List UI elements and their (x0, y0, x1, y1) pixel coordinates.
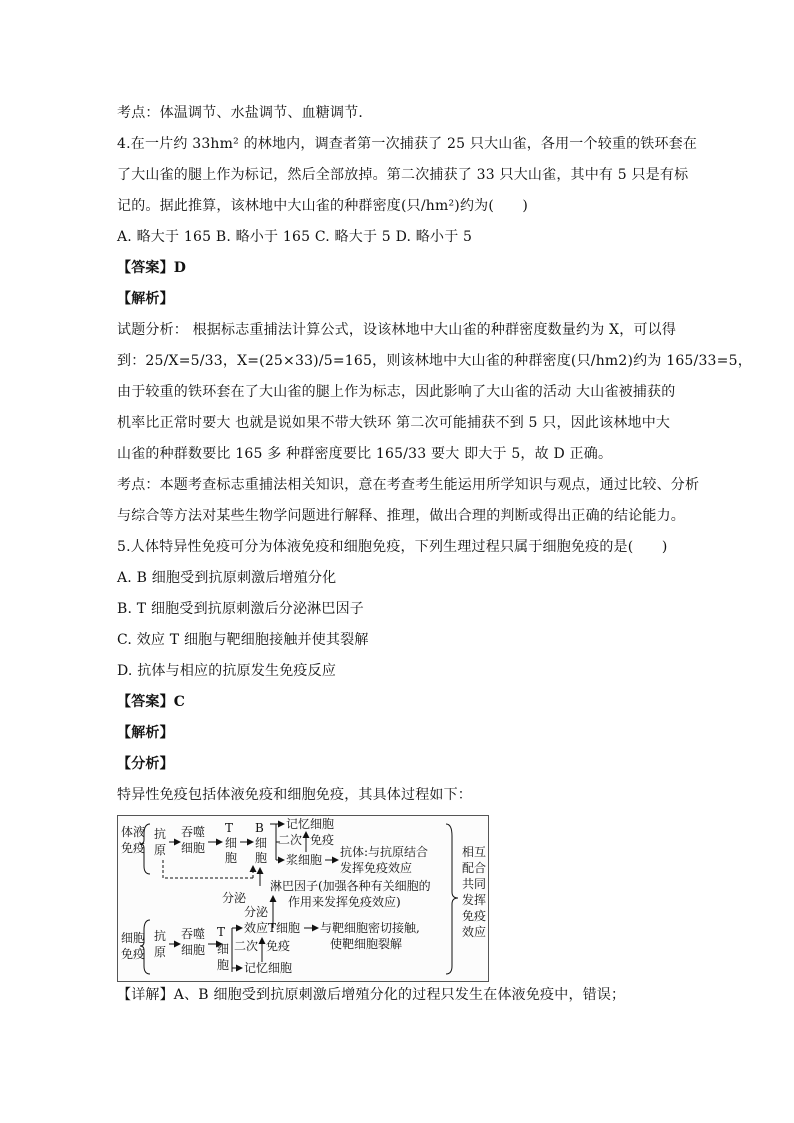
diagram-canvas (118, 816, 488, 981)
phagocyte-2: 细胞 (181, 943, 206, 957)
answer-heading: 【答案】D (117, 260, 187, 276)
right-brace (446, 824, 458, 974)
second-time: 二次 (234, 939, 259, 953)
phagocyte-1: 吞噬 (181, 825, 206, 839)
b-cell-3: 胞 (255, 851, 268, 865)
lymphokine-1: 淋巴因子(加强各种有关细胞的 (270, 879, 431, 893)
b-cell-2: 细 (255, 836, 268, 850)
antibody-1: 抗体:与抗原结合 (340, 845, 429, 859)
option-d: D. 抗体与相应的抗原发生免疫反应 (117, 663, 337, 679)
dashed-line (163, 860, 253, 878)
target-2: 使靶细胞裂解 (330, 937, 403, 951)
cell-label-2: 免疫 (121, 947, 146, 961)
phagocyte-2: 细胞 (181, 841, 206, 855)
analysis-heading: 【解析】 (117, 725, 174, 741)
option-b: B. T 细胞受到抗原刺激后分泌淋巴因子 (117, 601, 364, 617)
antigen-2: 原 (154, 843, 167, 857)
text-line: 记的。据此推算，该林地中大山雀的种群密度(只/hm²)约为( ) (117, 198, 529, 214)
antigen-1: 抗 (154, 929, 167, 943)
phagocyte-1: 吞噬 (181, 927, 206, 941)
text-line: 试题分析： 根据标志重捕法计算公式，设该林地中大山雀的种群密度数量约为 X，可以得 (117, 322, 677, 338)
side-text: 发挥 (462, 893, 487, 907)
immune-label: 免疫 (266, 939, 291, 953)
antibody-2: 发挥免疫效应 (340, 861, 413, 875)
text-line: 了大山雀的腿上作为标记，然后全部放掉。第二次捕获了 33 只大山雀，其中有 5 只是有标 (117, 167, 689, 183)
t-cell-2: 细 (225, 836, 238, 850)
t-cell-2: 细 (217, 942, 230, 956)
t-cell-3: 胞 (217, 958, 230, 972)
text-line: 由于较重的铁环套在了大山雀的腿上作为标志，因此影响了大山雀的活动 大山雀被捕获的 (117, 384, 676, 400)
side-text: 免疫 (462, 909, 487, 923)
humoral-label-1: 体液 (121, 825, 146, 839)
analysis-subheading: 【分析】 (117, 756, 174, 772)
analysis-heading: 【解析】 (117, 291, 174, 307)
question-5-line: 5.人体特异性免疫可分为体液免疫和细胞免疫，下列生理过程只属于细胞免疫的是( ) (117, 539, 668, 555)
memory-cell: 记忆细胞 (286, 817, 335, 831)
t-cell-3: 胞 (225, 851, 238, 865)
second-time: 二次 (278, 833, 303, 847)
immune-process-diagram (117, 815, 489, 982)
text-line: 考点：本题考查标志重捕法相关知识，意在考查考生能运用所学知识与观点，通过比较、分析 (117, 477, 700, 493)
target-1: 与靶细胞密切接触, (320, 921, 420, 935)
side-text: 效应 (462, 925, 487, 939)
immune-label: 免疫 (310, 833, 335, 847)
plasma-cell: 浆细胞 (286, 853, 323, 867)
memory-cell: 记忆细胞 (244, 961, 293, 975)
option-a: A. B 细胞受到抗原刺激后增殖分化 (117, 570, 337, 586)
text-line: 山雀的种群数要比 165 多 种群密度要比 165/33 要大 即大于 5，故 D 正确。 (117, 446, 613, 462)
t-cell-1: T (225, 821, 234, 835)
side-text: 配合 (462, 861, 487, 875)
effector-t-cell: 效应T细胞 (244, 921, 301, 935)
antigen-2: 原 (154, 945, 167, 959)
side-text: 共同 (462, 877, 487, 891)
text-line: 与综合等方法对某些生物学问题进行解释、推理，做出合理的判断或得出正确的结论能力。 (117, 508, 685, 524)
option-c: C. 效应 T 细胞与靶细胞接触并使其裂解 (117, 632, 369, 648)
text-line: 特异性免疫包括体液免疫和细胞免疫，其具体过程如下： (117, 787, 472, 803)
options-line: A. 略大于 165 B. 略小于 165 C. 略大于 5 D. 略小于 5 (117, 229, 473, 245)
secrete-label-2: 分泌 (244, 905, 269, 919)
answer-heading: 【答案】C (117, 694, 186, 710)
detail-line: 【详解】A、B 细胞受到抗原刺激后增殖分化的过程只发生在体液免疫中，错误； (117, 987, 626, 1003)
text-line: 到：25/X=5/33，X=(25×33)/5=165，则该林地中大山雀的种群密度(只/hm2)约为 165/33=5， (117, 353, 752, 369)
cell-label-1: 细胞 (121, 931, 146, 945)
side-text: 相互 (462, 845, 487, 859)
question-4-line: 4.在一片约 33hm² 的林地内，调查者第一次捕获了 25 只大山雀，各用一个较重的铁环套在 (117, 136, 698, 152)
humoral-label-2: 免疫 (121, 841, 146, 855)
text-line: 机率比正常时要大 也就是说如果不带大铁环 第二次可能捕获不到 5 只，因此该林地中大 (117, 415, 671, 431)
lymphokine-2: 作用来发挥免疫效应) (288, 895, 401, 909)
t-cell-1: T (217, 925, 226, 939)
secrete-label: 分泌 (222, 891, 247, 905)
text-line: 考点：体温调节、水盐调节、血糖调节． (117, 105, 373, 121)
antigen-1: 抗 (154, 827, 167, 841)
b-cell-1: B (255, 821, 264, 835)
